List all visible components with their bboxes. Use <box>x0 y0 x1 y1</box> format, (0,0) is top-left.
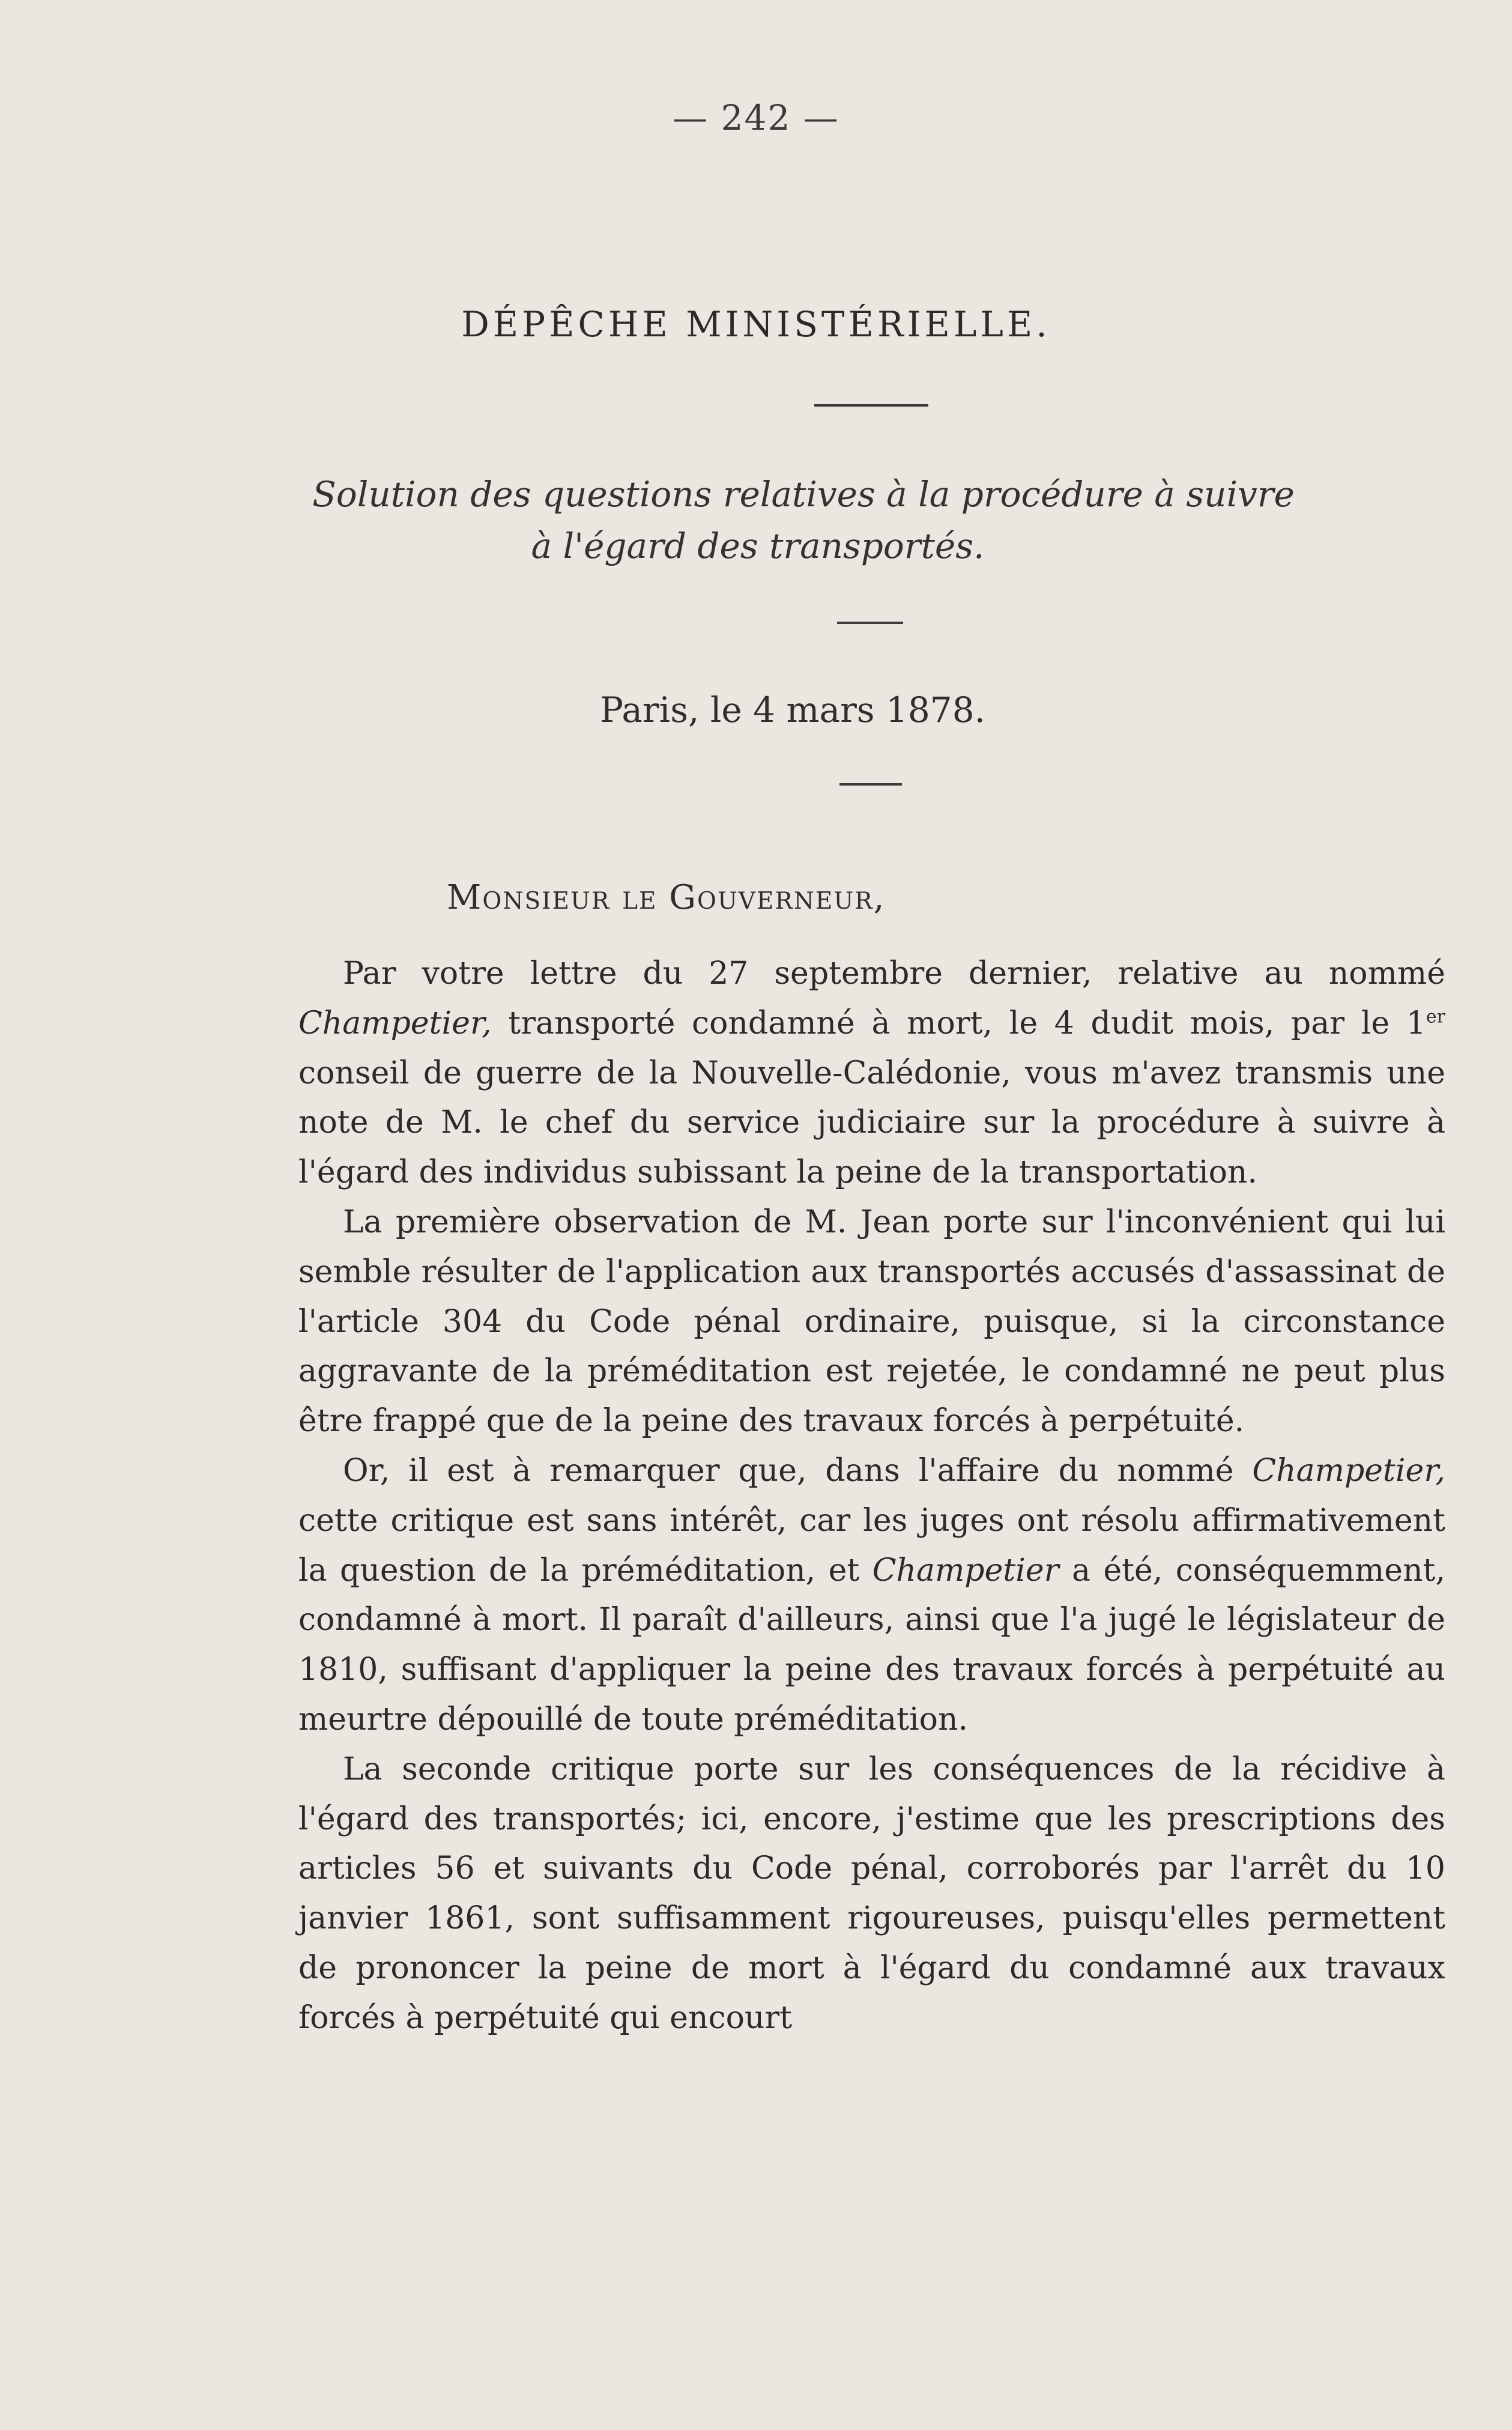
divider-rule <box>814 404 928 407</box>
italic-name: Champetier <box>872 1552 1059 1589</box>
subtitle-line-2: à l'égard des transportés. <box>531 526 985 566</box>
text-run: Or, il est à remarquer que, dans l'affaire du nommé <box>343 1452 1253 1489</box>
text-run: cette critique est sans intérêt, car les juges ont résolu affirmativement la question de la préméditation, et <box>298 1502 1445 1589</box>
divider-rule <box>837 622 903 624</box>
italic-name: Champetier, <box>1252 1452 1445 1489</box>
subtitle-line-1: Solution des questions relatives à la procédure à suivre <box>312 474 1295 515</box>
paragraph-3 <box>298 1446 1445 1745</box>
italic-name: Champetier, <box>298 1005 492 1041</box>
text-run: a été, conséquemment, condamné à mort. Il paraît d'ailleurs, ainsi que l'a jugé le législateur de 1810, suffisant d'appliquer la peine des travaux forcés à perpétuité au meurtre dépouillé de toute préméditation. <box>298 1552 1445 1738</box>
paragraph-2: La première observation de M. Jean porte sur l'inconvénient qui lui semble résulter de l'application aux transportés accusés d'assassinat de l'article 304 du Code pénal ordinaire, puisque, si la circonstance aggravante de la préméditation est rejetée, le condamné ne peut plus être frappé que de la peine des travaux forcés à perpétuité. <box>298 1204 1445 1440</box>
paragraph-4: La seconde critique porte sur les conséquences de la récidive à l'égard des transportés; ici, encore, j'estime que les prescriptions des articles 56 et suivants du Code pénal, corroborés par l'arrêt du 10 janvier 1861, sont suffisamment rigoureuses, puisqu'elles permettent de prononcer la peine de mort à l'égard du condamné aux travaux forcés à perpétuité qui encourt <box>298 1751 1445 2036</box>
dateline: Paris, le 4 mars 1878. <box>599 689 986 730</box>
salutation: Monsieur le Gouverneur, <box>447 878 886 917</box>
text-run: Par votre lettre du 27 septembre dernier, relative au nommé <box>343 956 1445 992</box>
text-run: transporté condamné à mort, le 4 dudit mois, par le 1 <box>491 1005 1426 1041</box>
paragraph-1 <box>298 949 1445 1198</box>
page-number: — 242 — <box>673 97 839 138</box>
text-run: conseil de guerre de la Nouvelle-Calédonie, vous m'avez transmis une note de M. le chef du service judiciaire sur la procédure à suivre à l'égard des individus subissant la peine de la transportation. <box>298 1055 1445 1191</box>
document-subtitle <box>0 468 1512 572</box>
ordinal-superscript: er <box>1426 1006 1445 1028</box>
letter-body <box>298 949 1445 2043</box>
document-title: DÉPÊCHE MINISTÉRIELLE. <box>461 304 1051 345</box>
divider-rule <box>839 783 902 786</box>
